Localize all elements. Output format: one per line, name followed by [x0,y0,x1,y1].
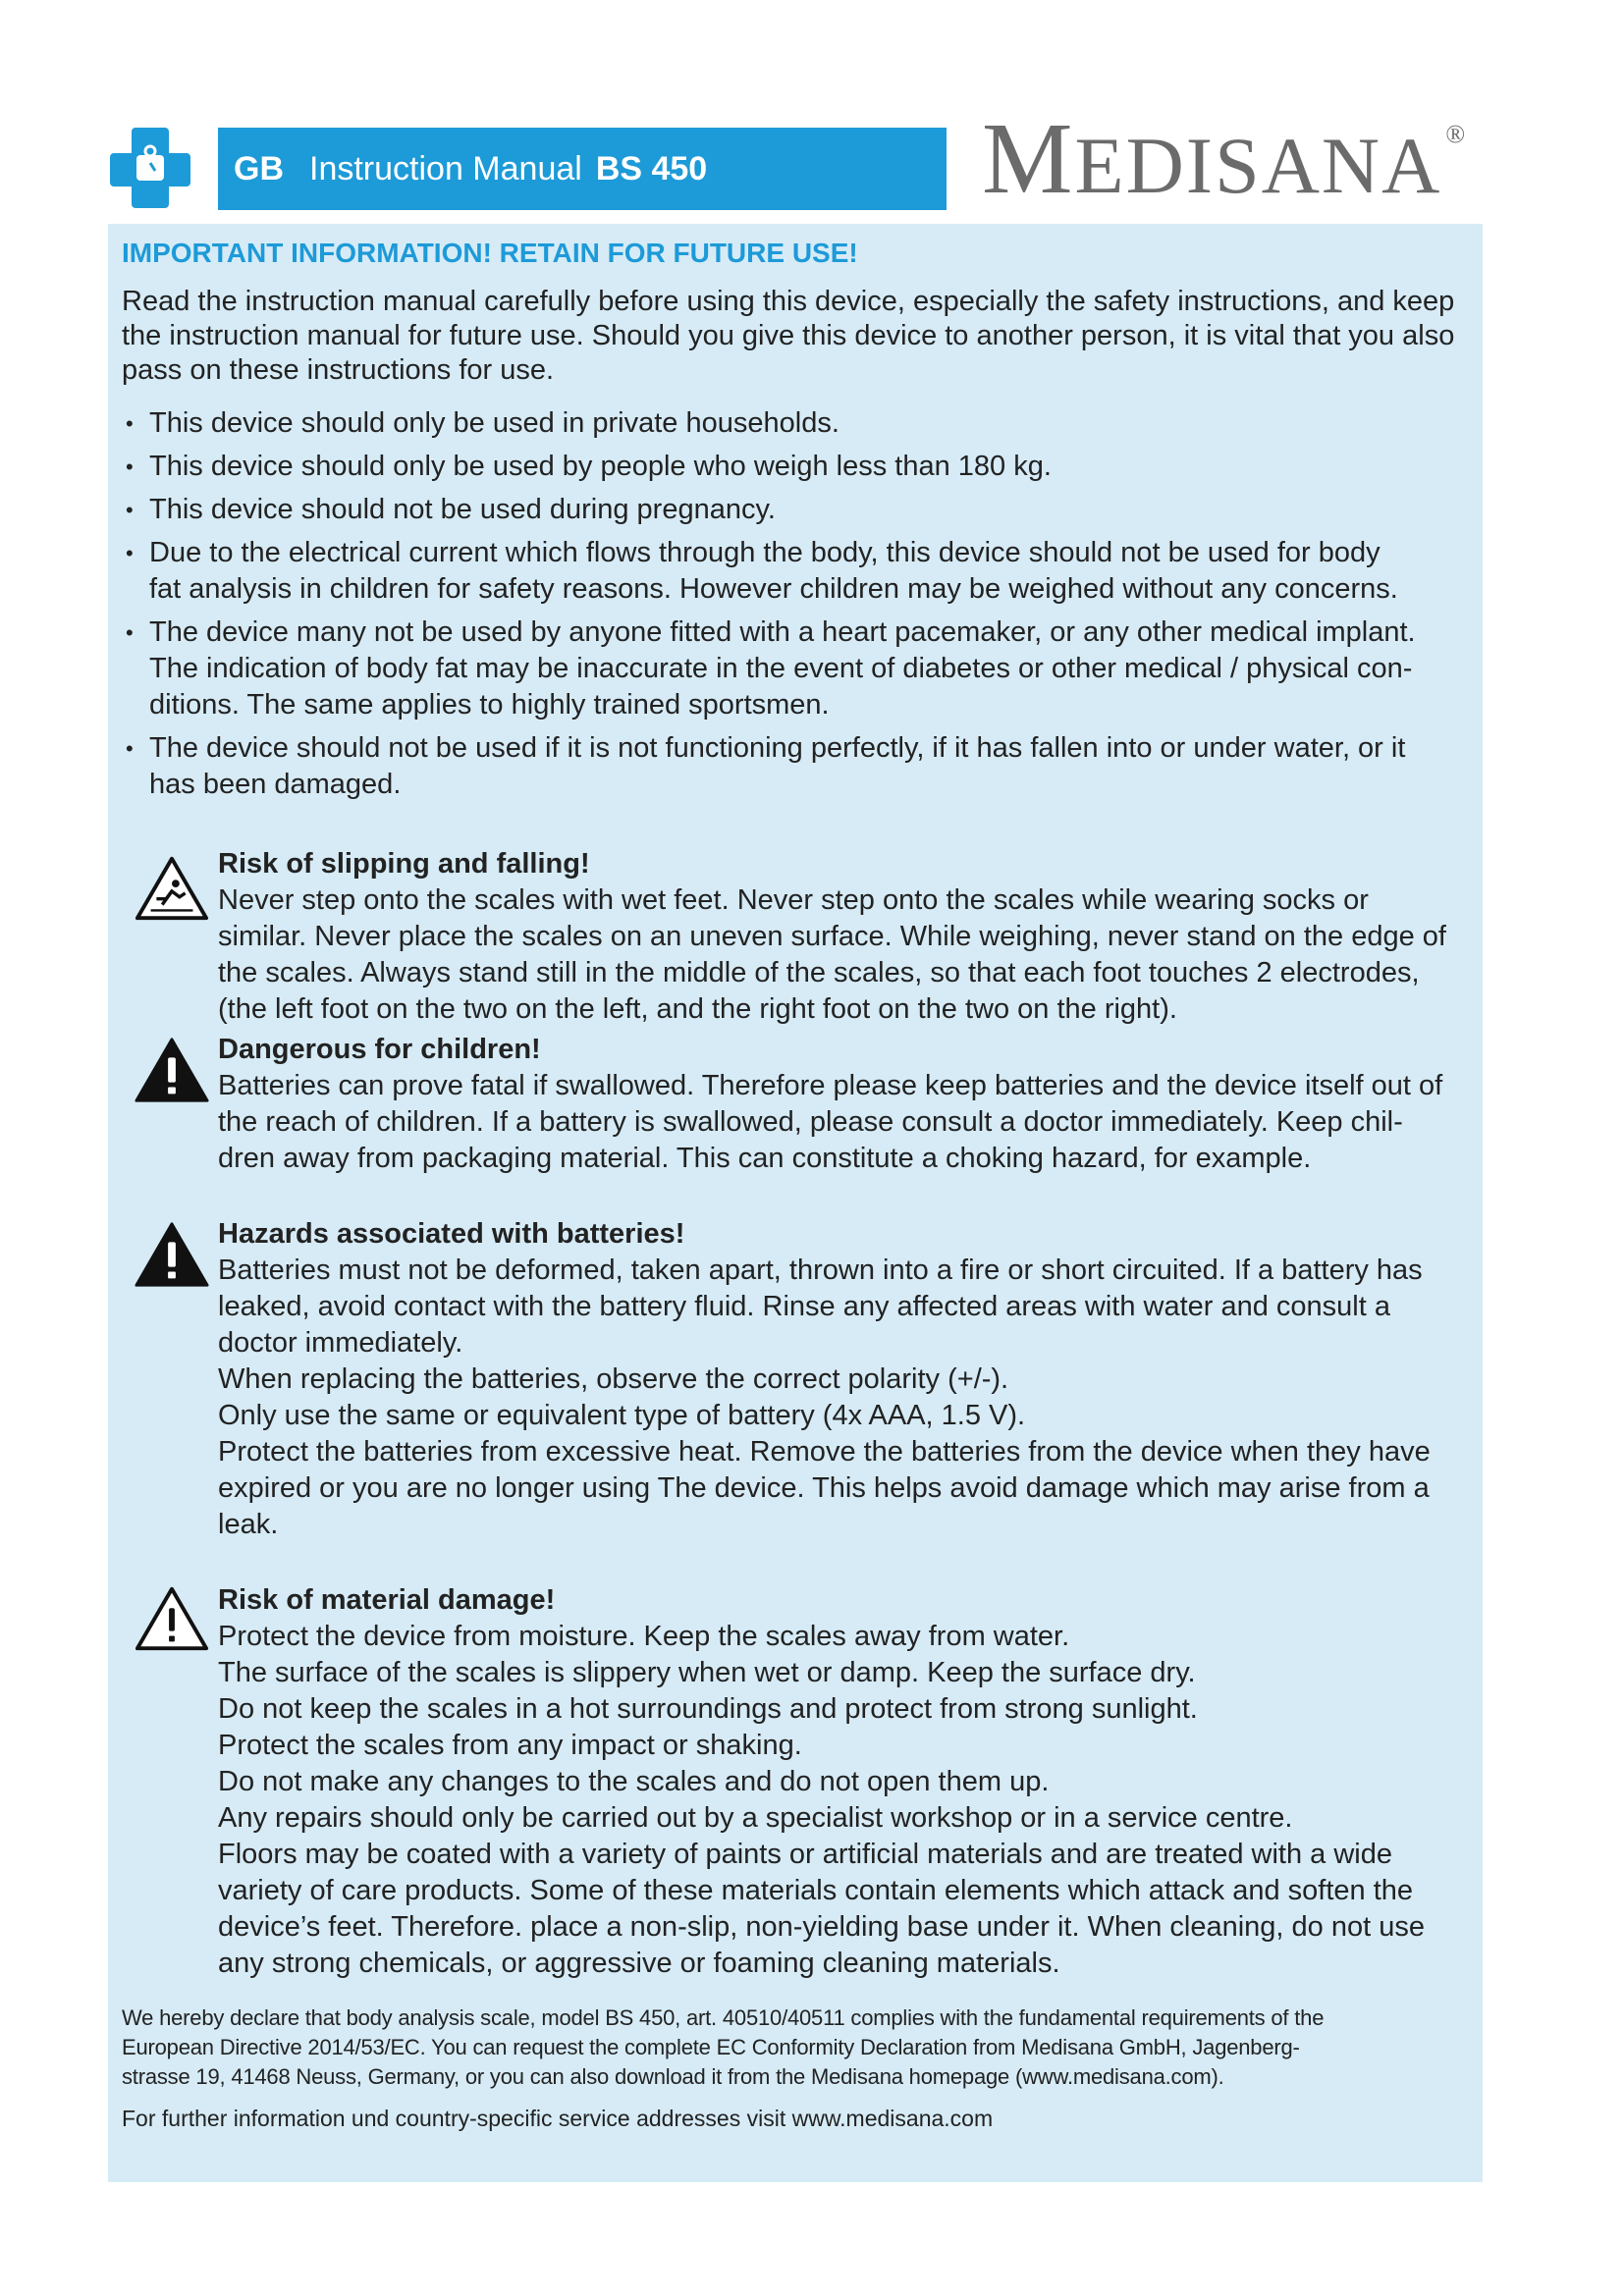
warning-title: Dangerous for children! [218,1034,541,1065]
medisana-cross-logo-icon [106,124,194,212]
caution-warning-icon [134,1584,210,1653]
further-information: For further information und country-specific service addresses visit www.medisana.com [122,2106,994,2131]
slipping-warning-icon [134,854,210,923]
warning-batteries: Hazards associated with batteries! Batteries must not be deformed, taken apart, thrown into a fire or short circuited. If a battery has leaked, avoid contact with the battery fluid. Rinse any affected areas with water and consult a doctor immediately. When replacing the batteries, observe the correct polarity (+/-). Only use the same or equivalent type of battery (4x AAA, 1.5 V). Protect the batteries from excessive heat. Remove the batteries from the device when they have expired or you are no longer using The device. This helps avoid damage which may arise from a leak. [122,1216,1467,1543]
bullet-item: • The device many not be used by anyone fitted with a heart pacemaker, or any other medical implant. The indication of body fat may be inaccurate in the event of diabetes or other medical / physical con- ditions. The same applies to highly trained sportsmen. [122,614,1467,723]
warning-title: Hazards associated with batteries! [218,1218,685,1250]
important-heading: IMPORTANT INFORMATION! RETAIN FOR FUTURE USE! [122,238,858,268]
danger-warning-icon [134,1036,210,1104]
manual-title: Instruction Manual [309,149,582,187]
header-bar [218,128,947,210]
intro-line: Read the instruction manual carefully before using this device, especially the safety instructions, and keep [122,286,1455,317]
warning-title: Risk of material damage! [218,1584,556,1616]
bullet-item: • This device should only be used in private households. [122,405,1467,442]
info-panel [108,224,1483,2182]
bullet-item: • Due to the electrical current which flows through the body, this device should not be used for body fat analysis in children for safety reasons. However children may be weighed without any concerns. [122,535,1467,608]
bullet-item: • This device should only be used by people who weigh less than 180 kg. [122,449,1467,485]
safety-bullet-list [122,405,1467,803]
country-code: GB [234,149,284,187]
warning-material-damage: Risk of material damage! Protect the device from moisture. Keep the scales away from water. The surface of the scales is slippery when wet or damp. Keep the surface dry. Do not keep the scales in a hot surroundings and protect from strong sunlight. Protect the scales from any impact or shaking. Do not make any changes to the scales and do not open them up. Any repairs should only be carried out by a specialist workshop or in a service centre. Floors may be coated with a variety of paints or artificial materials and are treated with a wide variety of care products. Some of these materials contain elements which attack and soften the device’s feet. Therefore. place a non-slip, non-yielding base under it. When cleaning, do not use any strong chemicals, or aggressive or foaming cleaning materials. [122,1582,1467,1982]
model-number: BS 450 [595,149,708,187]
warning-title: Risk of slipping and falling! [218,848,590,880]
conformity-declaration: We hereby declare that body analysis scale, model BS 450, art. 40510/40511 complies with the fundamental requirements of the European Directive 2014/53/EC. You can request the complete EC Conformity Declaration from Medisana GmbH, Jagenberg- strasse 19, 41468 Neuss, Germany, or you can also download it from the Medisana homepage (www.medisana.com). [122,2005,1325,2089]
bullet-item: • The device should not be used if it is not functioning perfectly, if it has fallen into or under water, or it has been damaged. [122,730,1467,803]
brand-logo: MEDISANA ® [982,102,1468,215]
intro-line: the instruction manual for future use. Should you give this device to another person, it is vital that you also [122,320,1455,351]
bullet-item: • This device should not be used during pregnancy. [122,492,1467,528]
intro-paragraph [122,285,1467,388]
warning-slipping: Risk of slipping and falling! Never step onto the scales with wet feet. Never step onto the scales while wearing socks or similar. Never place the scales on an uneven surface. While weighing, never stand on the edge of the scales. Always stand still in the middle of the scales, so that each foot touches 2 electrodes, (the left foot on the two on the left, and the right foot on the two on the right). [122,846,1467,1028]
warning-children: Dangerous for children! Batteries can prove fatal if swallowed. Therefore please keep batteries and the device itself out of the reach of children. If a battery is swallowed, please consult a doctor immediately. Keep chil- dren away from packaging material. This can constitute a choking hazard, for example. [122,1032,1467,1177]
intro-line: pass on these instructions for use. [122,354,555,386]
danger-warning-icon [134,1220,210,1289]
